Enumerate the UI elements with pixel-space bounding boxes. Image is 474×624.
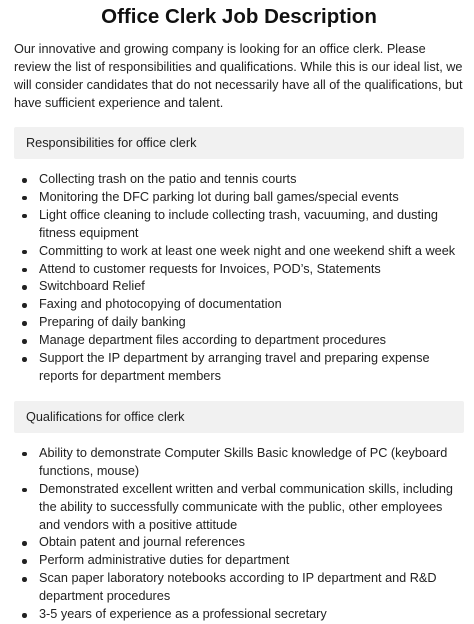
list-item: Scan paper laboratory notebooks according to IP department and R&D department procedures	[20, 570, 464, 606]
responsibilities-list	[14, 171, 464, 386]
list-item: Ability to demonstrate Computer Skills Basic knowledge of PC (keyboard functions, mouse)	[20, 445, 464, 481]
qualifications-heading: Qualifications for office clerk	[14, 401, 464, 433]
responsibilities-heading: Responsibilities for office clerk	[14, 127, 464, 159]
list-item: Collecting trash on the patio and tennis courts	[20, 171, 464, 189]
list-item: Switchboard Relief	[20, 278, 464, 296]
page-title: Office Clerk Job Description	[101, 5, 377, 28]
list-item: Obtain patent and journal references	[20, 534, 464, 552]
intro-paragraph: Our innovative and growing company is looking for an office clerk. Please review the list of responsibilities and qualifications. While this is our ideal list, we will consider candidates that do not necessarily have all of the qualifications, but have sufficient experience and talent.	[14, 42, 463, 110]
list-item: Manage department files according to department procedures	[20, 332, 464, 350]
qualifications-list	[14, 445, 464, 624]
list-item: 3-5 years of experience as a professional secretary	[20, 606, 464, 624]
list-item: Faxing and photocopying of documentation	[20, 296, 464, 314]
list-item: Perform administrative duties for department	[20, 552, 464, 570]
list-item: Attend to customer requests for Invoices, POD’s, Statements	[20, 261, 464, 279]
list-item: Preparing of daily banking	[20, 314, 464, 332]
list-item: Light office cleaning to include collecting trash, vacuuming, and dusting fitness equipment	[20, 207, 464, 243]
list-item: Support the IP department by arranging travel and preparing expense reports for department members	[20, 350, 464, 386]
list-item: Demonstrated excellent written and verbal communication skills, including the ability to successfully communicate with the public, other employees and vendors with a positive attitude	[20, 481, 464, 535]
list-item: Committing to work at least one week night and one weekend shift a week	[20, 243, 464, 261]
list-item: Monitoring the DFC parking lot during ball games/special events	[20, 189, 464, 207]
